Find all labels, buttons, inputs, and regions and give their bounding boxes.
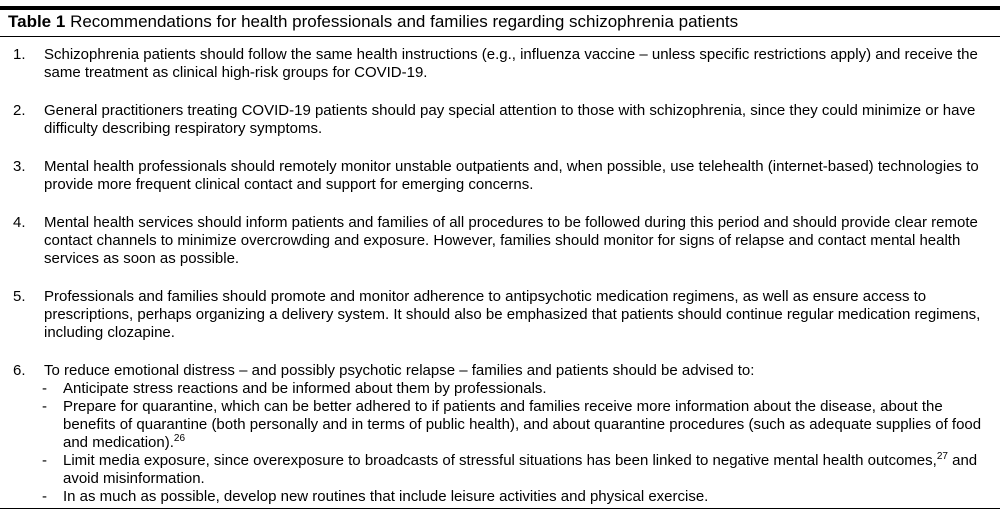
reference-superscript: 27 xyxy=(936,451,948,462)
item-number: 6. xyxy=(13,362,26,379)
dash-bullet: - xyxy=(42,452,47,469)
reference-superscript: 26 xyxy=(173,433,186,444)
advice-subitem xyxy=(42,398,990,452)
recommendation-item-2 xyxy=(0,102,1000,138)
item-text: Mental health professionals should remotely monitor unstable outpatients and, when possible, use telehealth (internet-based) technologies to provide more frequent clinical contact and support for emerging concerns. xyxy=(44,158,979,193)
subitem-text: Limit media exposure, since overexposure to broadcasts of stressful situations has been linked to negative mental health outcomes, xyxy=(63,452,937,469)
item-number: 5. xyxy=(13,288,26,305)
dash-bullet: - xyxy=(42,398,47,415)
subitem-text-tail: and avoid misinformation. xyxy=(63,452,978,487)
table-bottom-rule xyxy=(0,508,1000,509)
table-top-rule xyxy=(0,6,1000,10)
table-label: Table 1 xyxy=(8,12,66,31)
advice-subitem xyxy=(42,452,990,488)
item-number: 4. xyxy=(13,214,26,231)
table-caption xyxy=(8,12,738,32)
advice-subitem xyxy=(42,380,990,398)
subitem-text: Prepare for quarantine, which can be better adhered to if patients and families receive more information about the disease, about the benefits of quarantine (both personally and in terms of public health), and about quarantine procedures (such as adequate supplies of food and medication). xyxy=(63,398,982,451)
item-number: 1. xyxy=(13,46,26,63)
item-text: To reduce emotional distress – and possibly psychotic relapse – families and patients should be advised to: xyxy=(44,362,755,379)
recommendation-item-5 xyxy=(0,288,1000,342)
subitem-text: Anticipate stress reactions and be informed about them by professionals. xyxy=(63,380,547,397)
item-text: Mental health services should inform patients and families of all procedures to be followed during this period and should provide clear remote contact channels to minimize overcrowding and exposure. However, families should monitor for signs of relapse and contact mental health services as soon as possible. xyxy=(44,214,978,267)
advice-sublist xyxy=(44,380,990,506)
item-text: Schizophrenia patients should follow the same health instructions (e.g., influenza vaccine – unless specific restrictions apply) and receive the same treatment as clinical high-risk groups for COVID-19. xyxy=(44,46,978,81)
recommendation-item-6 xyxy=(0,362,1000,506)
subitem-text: In as much as possible, develop new routines that include leisure activities and physical exercise. xyxy=(63,488,709,505)
item-number: 3. xyxy=(13,158,26,175)
dash-bullet: - xyxy=(42,488,47,505)
dash-bullet: - xyxy=(42,380,47,397)
recommendation-list xyxy=(0,46,1000,506)
table-header-rule xyxy=(0,36,1000,37)
item-text: Professionals and families should promote and monitor adherence to antipsychotic medication regimens, as well as ensure access to prescriptions, perhaps organizing a delivery system. It should also be emphasized that patients should continue regular medication regimens, including clozapine. xyxy=(44,288,981,341)
item-text: General practitioners treating COVID-19 patients should pay special attention to those with schizophrenia, since they could minimize or have difficulty describing respiratory symptoms. xyxy=(44,102,976,137)
recommendation-item-4 xyxy=(0,214,1000,268)
recommendation-item-1 xyxy=(0,46,1000,82)
recommendation-item-3 xyxy=(0,158,1000,194)
advice-subitem xyxy=(42,488,990,506)
table-title: Recommendations for health professionals and families regarding schizophrenia patients xyxy=(70,12,739,31)
item-number: 2. xyxy=(13,102,26,119)
